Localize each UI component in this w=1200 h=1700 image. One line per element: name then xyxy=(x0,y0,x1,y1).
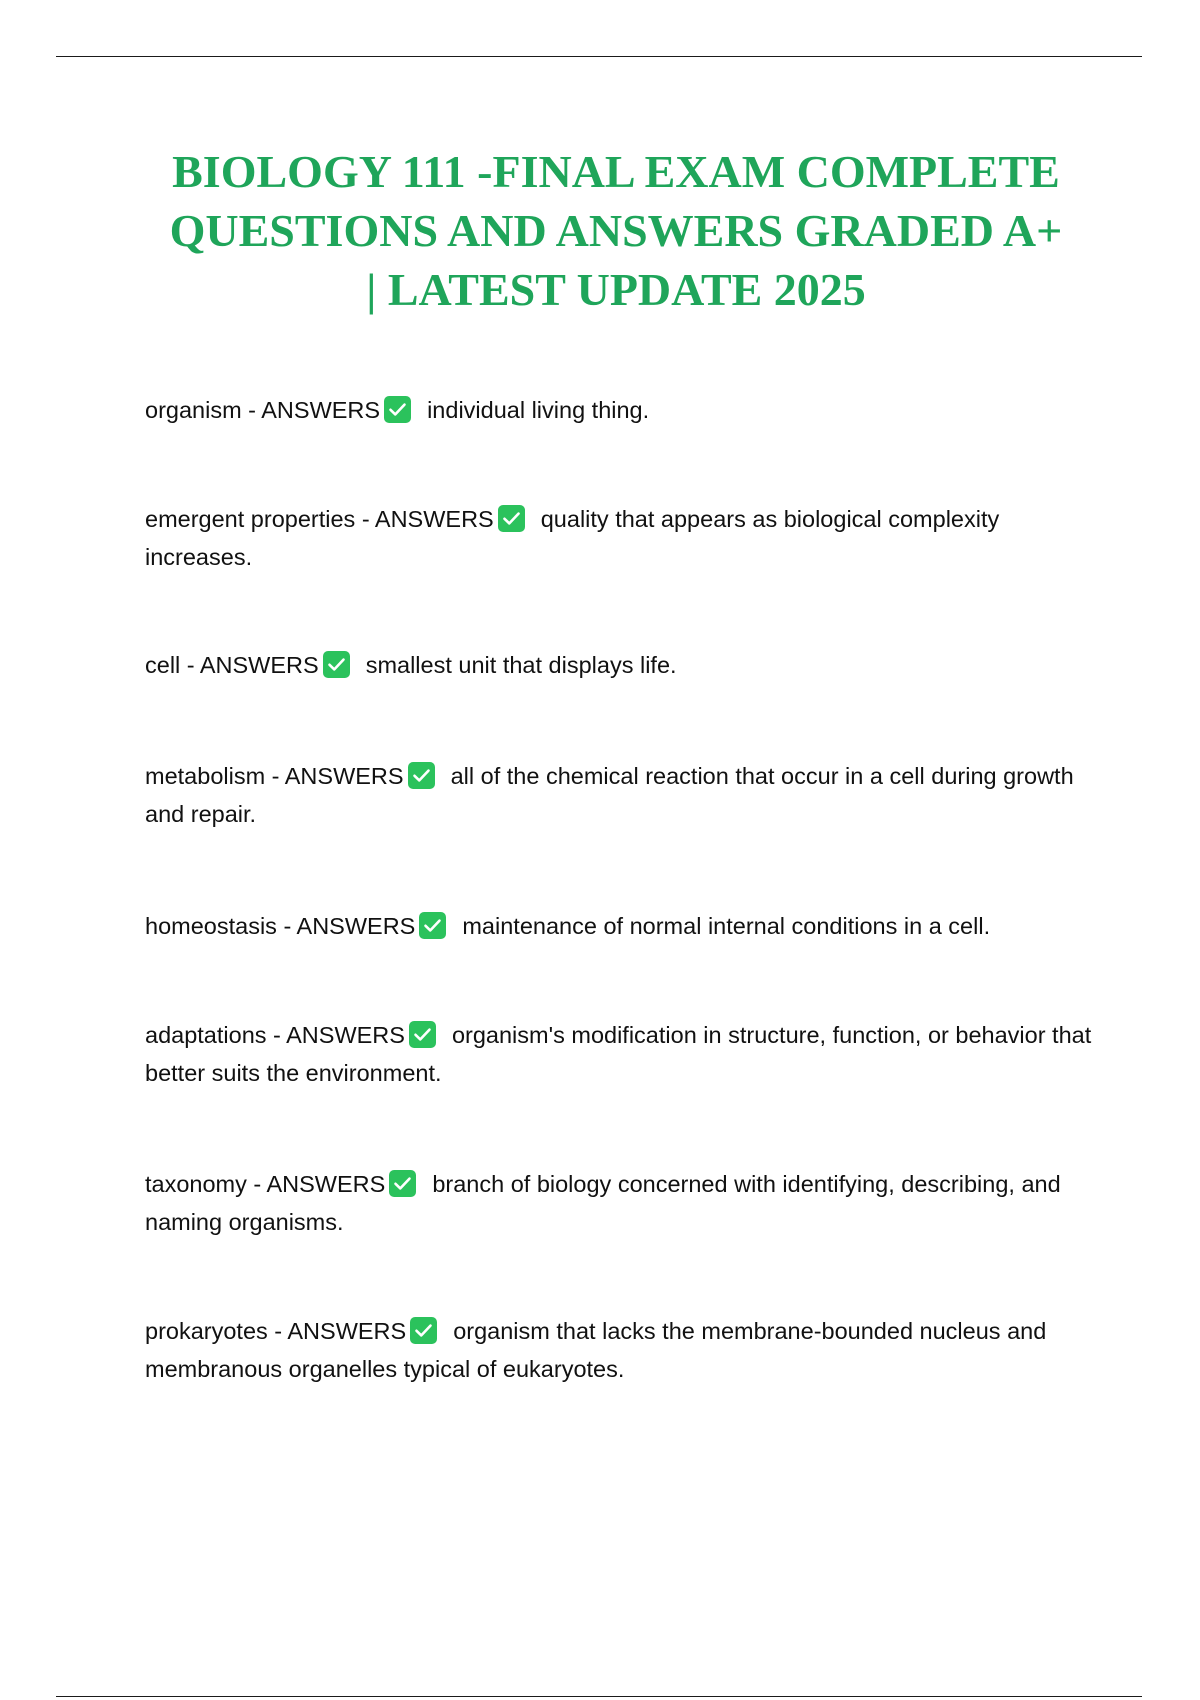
qa-entry-homeostasis xyxy=(145,907,1095,945)
entry-term: homeostasis xyxy=(145,913,277,939)
entry-definition: organism's modification in structure, function, or behavior that better suits the environment. xyxy=(145,1022,1092,1086)
document-title xyxy=(110,142,1122,319)
entry-term: adaptations xyxy=(145,1022,267,1048)
check-mark-icon xyxy=(419,912,446,939)
entry-answers-label: - ANSWERS xyxy=(241,397,381,423)
entry-definition: smallest unit that displays life. xyxy=(365,652,677,678)
title-line: | LATEST UPDATE 2025 xyxy=(366,264,866,315)
entry-answers-label: - ANSWERS xyxy=(265,763,404,789)
qa-entry-prokaryotes xyxy=(145,1312,1095,1388)
entry-term: emergent properties xyxy=(145,506,356,532)
entry-term: metabolism xyxy=(145,763,266,789)
entry-definition: maintenance of normal internal conditions in a cell. xyxy=(462,913,991,939)
check-mark-icon xyxy=(323,651,350,678)
bottom-divider xyxy=(56,1696,1142,1697)
check-mark-icon xyxy=(409,1021,436,1048)
entry-answers-label: - ANSWERS xyxy=(355,506,494,532)
entry-term: organism xyxy=(145,397,242,423)
qa-entry-cell xyxy=(145,646,1095,684)
entry-definition: all of the chemical reaction that occur in a cell during growth and repair. xyxy=(145,763,1074,827)
entry-definition: organism that lacks the membrane-bounded nucleus and membranous organelles typical of eukaryotes. xyxy=(145,1318,1047,1382)
qa-entry-metabolism xyxy=(145,757,1095,833)
entry-answers-label: - ANSWERS xyxy=(180,652,319,678)
title-line: BIOLOGY 111 -FINAL EXAM COMPLETE xyxy=(172,146,1060,197)
entry-definition: quality that appears as biological complexity increases. xyxy=(145,506,1000,570)
entry-answers-label: - ANSWERS xyxy=(267,1318,407,1344)
check-mark-icon xyxy=(389,1170,416,1197)
entry-term: cell xyxy=(145,652,181,678)
check-mark-icon xyxy=(410,1317,437,1344)
entry-answers-label: - ANSWERS xyxy=(276,913,416,939)
qa-entry-taxonomy xyxy=(145,1165,1095,1241)
qa-entry-adaptations xyxy=(145,1016,1095,1092)
qa-entry-emergent-properties xyxy=(145,500,1095,576)
check-mark-icon xyxy=(498,505,525,532)
entry-term: prokaryotes xyxy=(145,1318,268,1344)
check-mark-icon xyxy=(384,396,411,423)
check-mark-icon xyxy=(408,762,435,789)
entry-definition: branch of biology concerned with identifying, describing, and naming organisms. xyxy=(145,1171,1061,1235)
entry-answers-label: - ANSWERS xyxy=(266,1022,405,1048)
entry-definition: individual living thing. xyxy=(427,397,650,423)
qa-entry-organism xyxy=(145,391,1095,429)
title-line: QUESTIONS AND ANSWERS GRADED A+ xyxy=(169,205,1063,256)
entry-term: taxonomy xyxy=(145,1171,247,1197)
entry-answers-label: - ANSWERS xyxy=(246,1171,386,1197)
top-divider xyxy=(56,56,1142,57)
